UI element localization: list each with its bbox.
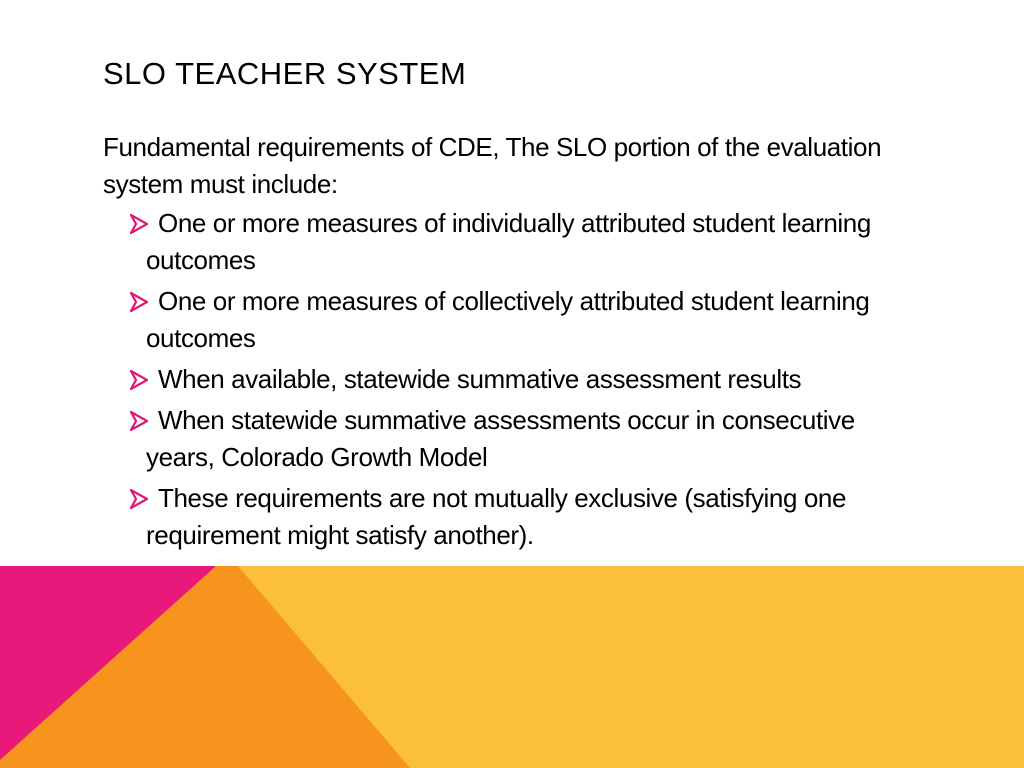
bullet-item-1 <box>103 205 903 279</box>
bullet-text: One or more measures of collectively attributed student learning outcomes <box>146 286 870 353</box>
bullet-list <box>103 205 903 554</box>
arrowhead-bullet-icon <box>130 402 148 439</box>
bullet-text: These requirements are not mutually exclusive (satisfying one requirement might satisfy another). <box>146 483 847 550</box>
bullet-text: One or more measures of individually attributed student learning outcomes <box>146 208 871 275</box>
bullet-text: When available, statewide summative assessment results <box>158 364 802 394</box>
bullet-item-2 <box>103 283 903 357</box>
bullet-text: When statewide summative assessments occur in consecutive years, Colorado Growth Model <box>146 405 855 472</box>
arrowhead-bullet-icon <box>130 480 148 517</box>
arrowhead-bullet-icon <box>130 205 148 242</box>
slide-title: SLO TEACHER SYSTEM <box>103 56 467 91</box>
bullet-item-3 <box>103 361 903 398</box>
bullet-item-4 <box>103 402 903 476</box>
bullet-item-5 <box>103 480 903 554</box>
arrowhead-bullet-icon <box>130 283 148 320</box>
intro-paragraph: Fundamental requirements of CDE, The SLO portion of the evaluation system must include: <box>103 132 882 199</box>
slide-body <box>103 129 903 558</box>
arrowhead-bullet-icon <box>130 361 148 398</box>
